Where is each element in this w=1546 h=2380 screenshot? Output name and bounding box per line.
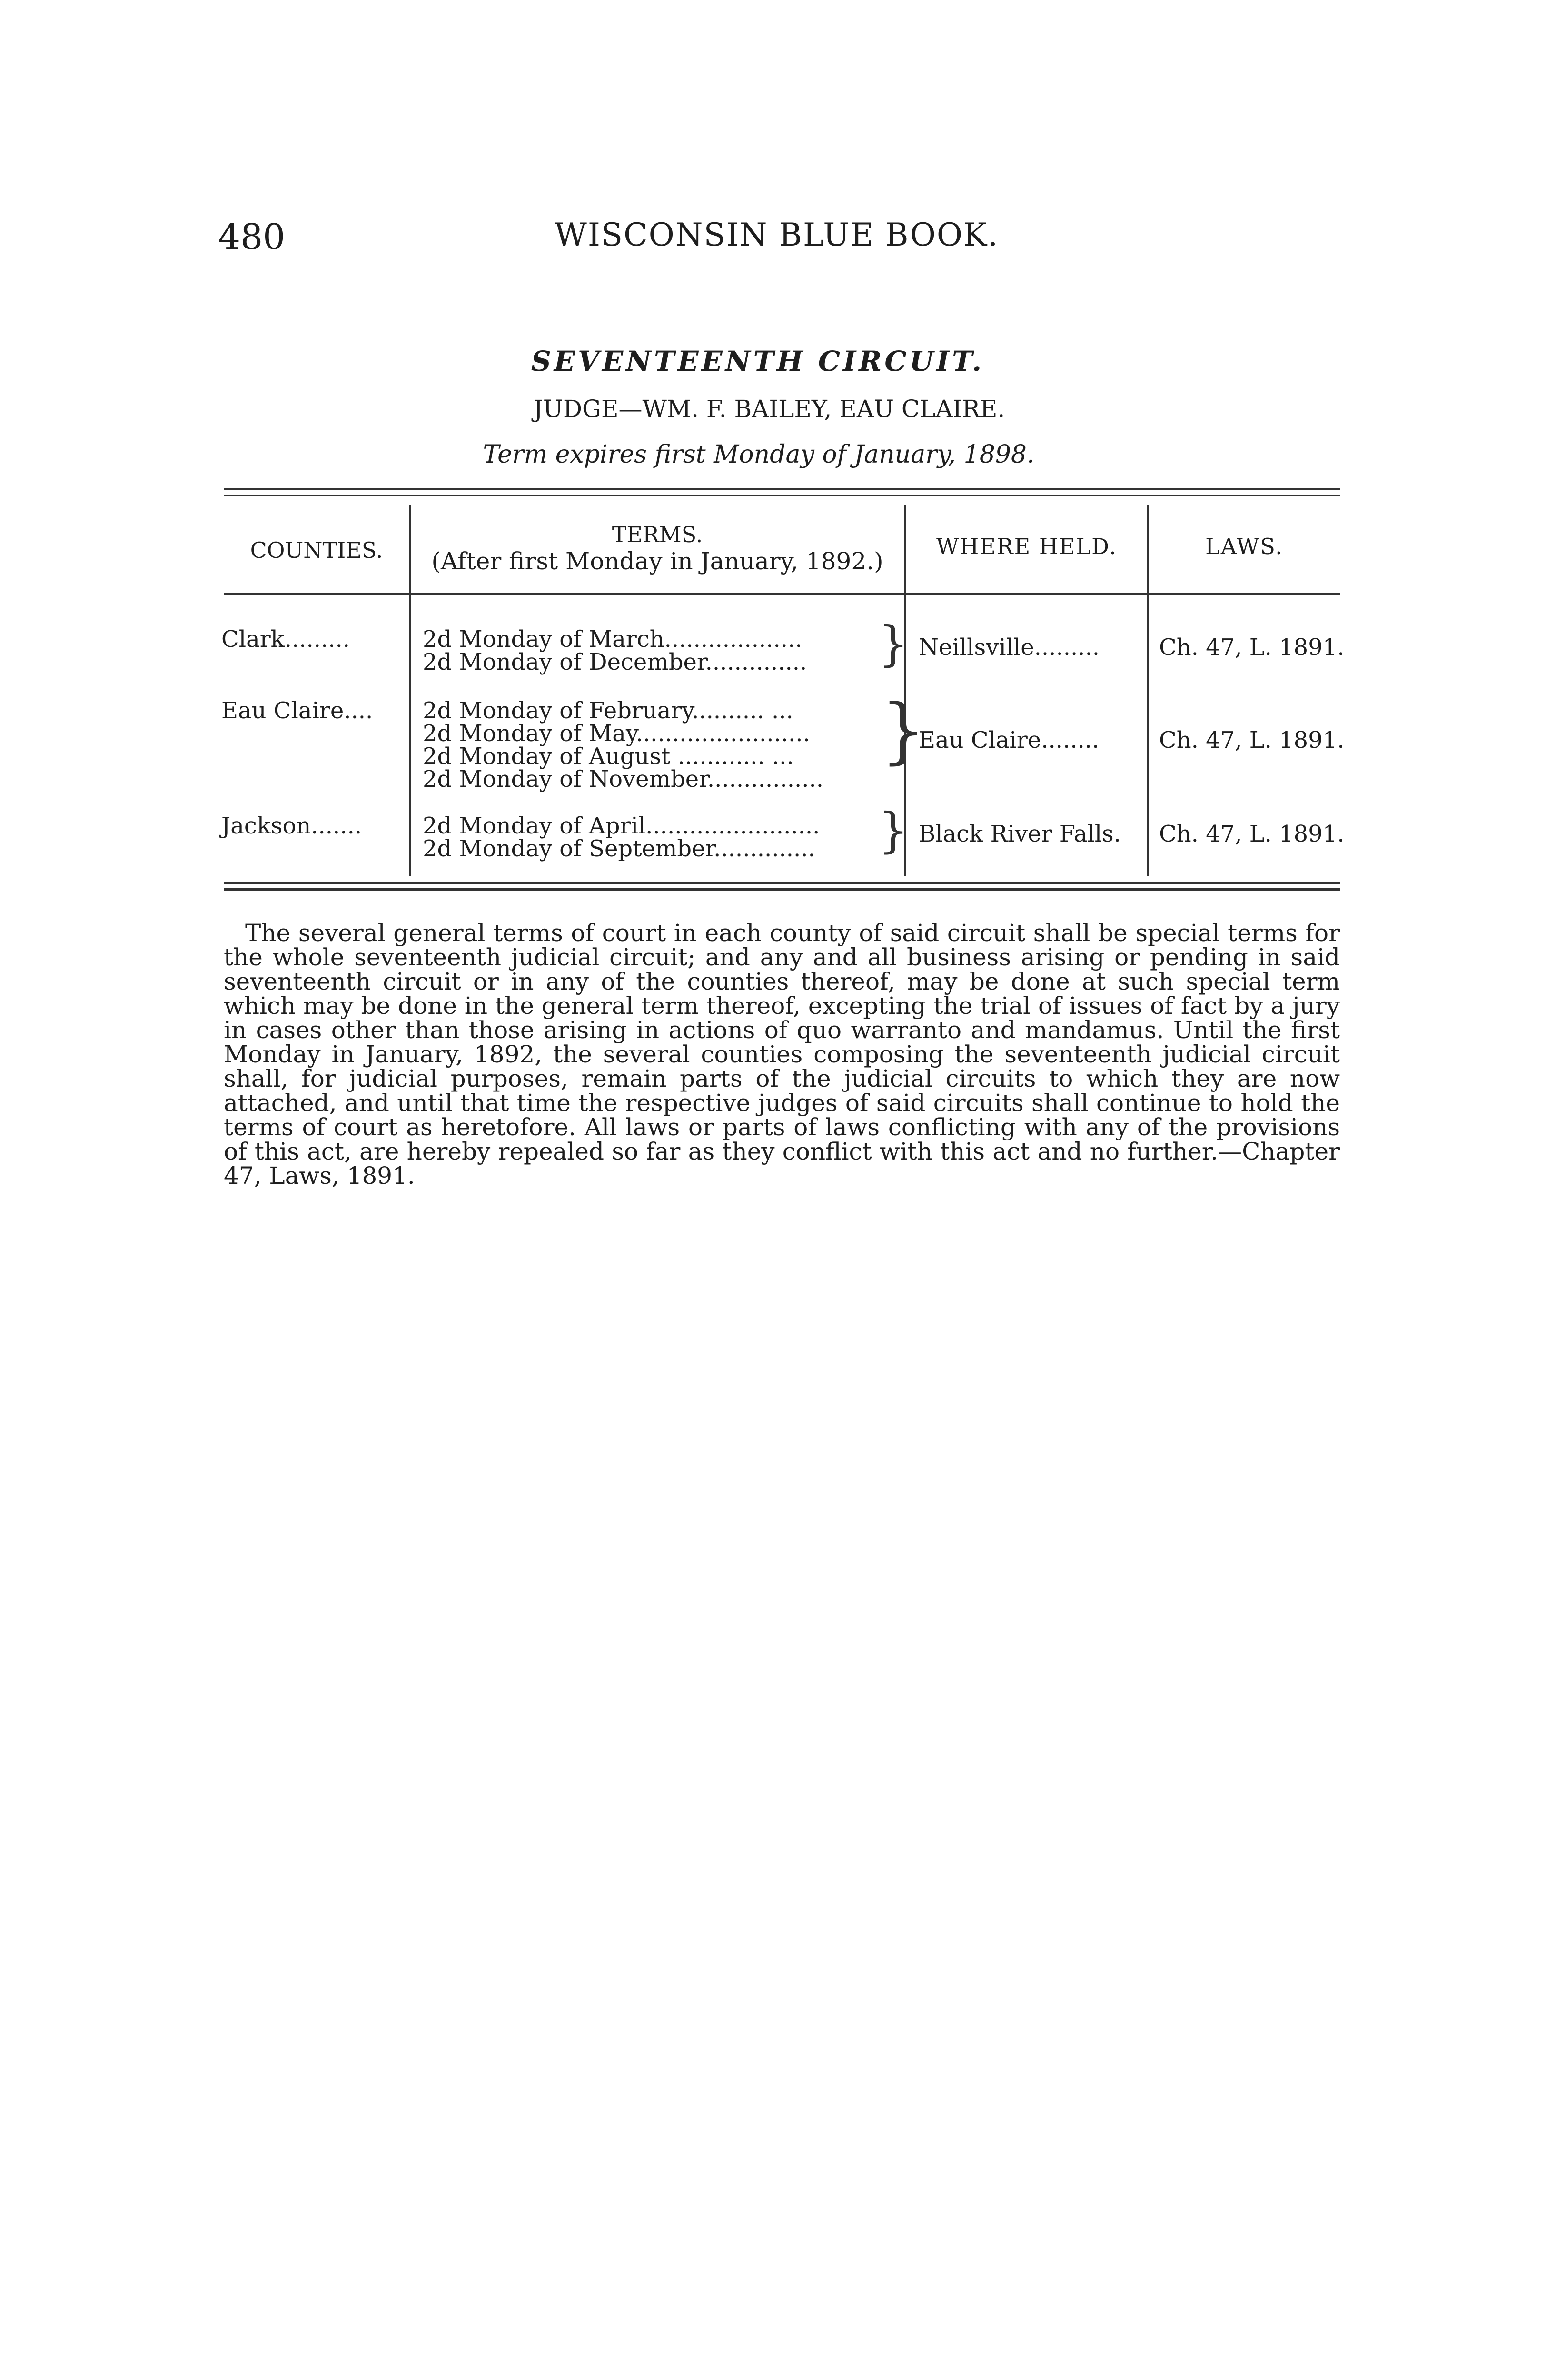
table-row-clark-where: Neillsville......... [919,634,1100,661]
table-bottom-rule [224,882,1340,884]
statute-note-text: The several general terms of court in each county of said circuit shall be special terms for the whole seventeenth judicial circuit; and any and all business arising or pending in said seventeenth circuit or in any of the counties thereof, may be done at such special term which may be done in the general term thereof, excepting the trial of issues of fact by a jury in cases other than those arising in actions of quo warranto and mandamus. Until the first Monday in January, 1892, the several counties composing the seventeenth judicial circuit shall, for judicial purposes, remain parts of the judicial circuits to which they are now attached, and until that time the respective judges of said circuits shall continue to hold the terms of court as heretofore. All laws or parts of laws conflicting with any of the provisions of this act, are hereby repealed so far as they conflict with this act and no further.—Chapter 47, Laws, 1891. [224,919,1340,1190]
header-bottom-rule [224,593,1340,595]
brace-clark: } [878,616,909,672]
statute-note [224,921,1340,1188]
judge-line-text: JUDGE—WM. F. BAILEY, EAU CLAIRE. [533,395,1005,423]
header-counties: COUNTIES. [250,537,383,563]
table-row-eau-claire-term-3: 2d Monday of August ............ ... [423,743,794,770]
brace-jackson: } [878,803,909,858]
table-bottom-rule-thick [224,888,1340,891]
header-where-held: WHERE HELD. [936,534,1117,559]
table-row-eau-claire-term-2: 2d Monday of May........................ [423,720,810,747]
table-row-clark-term-2: 2d Monday of December.............. [423,649,807,675]
brace-eau-claire: } [881,689,926,772]
table-row-eau-claire-law: Ch. 47, L. 1891. [1159,727,1345,754]
page-number: 480 [218,217,286,258]
table-row-jackson-term-1: 2d Monday of April........................ [423,813,820,839]
table-row-clark-term-1: 2d Monday of March................... [423,626,803,653]
header-laws: LAWS. [1205,534,1283,559]
table-row-eau-claire-county: Eau Claire.... [221,697,373,724]
table-row-jackson-term-2: 2d Monday of September.............. [423,835,815,862]
table-row-clark-county: Clark......... [221,626,350,653]
section-title-text: SEVENTEENTH CIRCUIT. [531,345,985,377]
term-expiry-line [0,440,1546,469]
table-top-rule-thin [224,495,1340,496]
table-row-jackson-county: Jackson....... [221,813,362,839]
table-top-rule [224,488,1340,490]
table-row-eau-claire-term-1: 2d Monday of February.......... ... [423,697,793,724]
term-expiry-text: Term expires first Monday of January, 1898. [483,440,1035,469]
table-row-eau-claire-where: Eau Claire........ [919,727,1100,754]
header-terms-title: TERMS. [612,522,703,547]
judge-line [0,395,1546,423]
section-title [0,345,1546,377]
header-terms [410,521,904,575]
table-row-jackson-where: Black River Falls. [919,821,1121,847]
column-divider-3 [1147,505,1149,876]
header-terms-subtitle: (After first Monday in January, 1892.) [431,547,883,575]
table-row-clark-law: Ch. 47, L. 1891. [1159,634,1345,661]
running-head: WISCONSIN BLUE BOOK. [555,217,999,253]
table-row-jackson-law: Ch. 47, L. 1891. [1159,821,1345,847]
table-row-eau-claire-term-4: 2d Monday of November................ [423,766,823,793]
